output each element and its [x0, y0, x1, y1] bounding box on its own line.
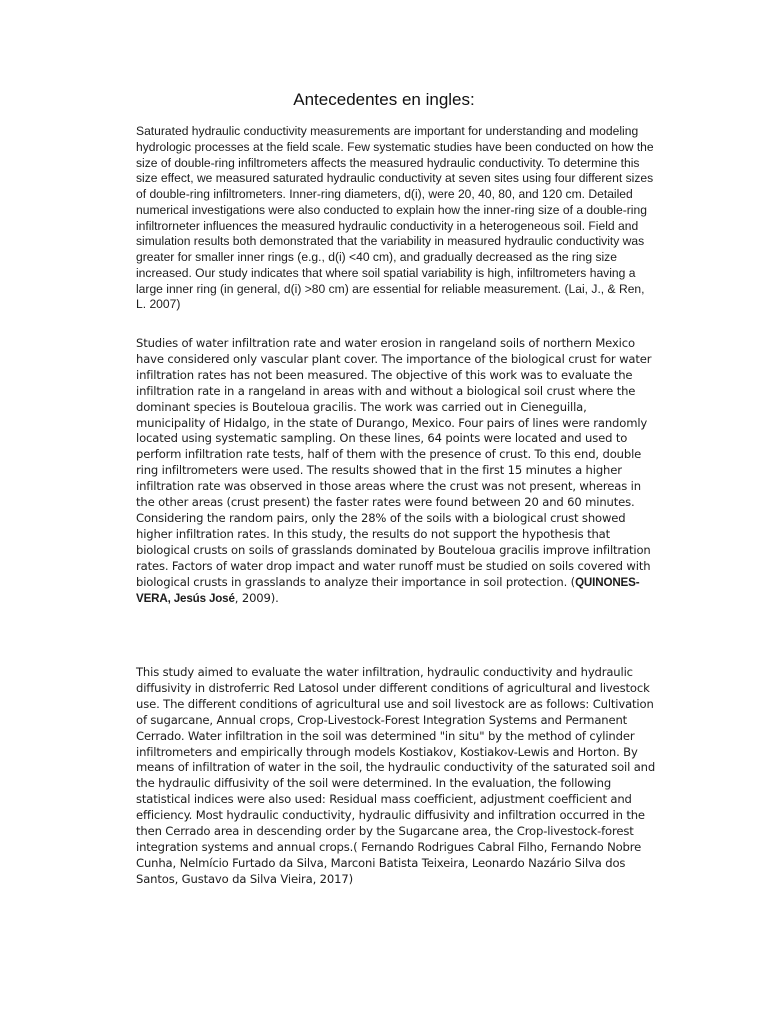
- paragraph-quinones-vera: [136, 336, 656, 606]
- paragraph-body-text: Studies of water infiltration rate and water erosion in rangeland soils of northern Mexico have considered only vascular plant cover. The importance of the biological crust for water infiltration rates has not been measured. The objective of this work was to evaluate the infiltration rate in a rangeland in areas with and without a biological soil crust where the dominant species is Bouteloua gracilis. The work was carried out in Cieneguilla, municipality of Hidalgo, in the state of Durango, Mexico. Four pairs of lines were randomly located using systematic sampling. On these lines, 64 points were located and used to perform infiltration rate tests, half of them with the presence of crust. To this end, double ring infiltrometers were used. The results showed that in the first 15 minutes a higher infiltration rate was observed in those areas where the crust was not present, whereas in the other areas (crust present) the faster rates were found between 20 and 60 minutes. Considering the random pairs, only the 28% of the soils with a biological crust showed higher infiltration rates. In this study, the results do not support the hypothesis that biological crusts on soils of grasslands dominated by Bouteloua gracilis improve infiltration rates. Factors of water drop impact and water runoff must be studied on soils covered with biological crusts in grasslands to analyze their importance in soil protection. (: [136, 336, 652, 589]
- citation-author: QUINONES-VERA, Jesús José: [136, 575, 640, 605]
- document-title: Antecedentes en ingles:: [293, 90, 475, 109]
- paragraph-lai-ren: Saturated hydraulic conductivity measurements are important for understanding and modeling hydrologic processes at the field scale. Few systematic studies have been conducted on how the size of double-ring infiltrometers affects the measured hydraulic conductivity. To determine this size effect, we measured saturated hydraulic conductivity at seven sites using four different sizes of double-ring infiltrometers. Inner-ring diameters, d(i), were 20, 40, 80, and 120 cm. Detailed numerical investigations were also conducted to explain how the inner-ring size of a double-ring infiltrorneter influences the measured hydraulic conductivity in a heterogeneous soil. Field and simulation results both demonstrated that the variability in measured hydraulic conductivity was greater for smaller inner rings (e.g., d(i) <40 cm), and gradually decreased as the ring size increased. Our study indicates that where soil spatial variability is high, infiltrometers having a large inner ring (in general, d(i) >80 cm) are essential for reliable measurement. (Lai, J., & Ren, L. 2007): [136, 124, 654, 312]
- citation-year: , 2009).: [234, 590, 279, 605]
- paragraph-cabral-filho: This study aimed to evaluate the water infiltration, hydraulic conductivity and hydraulic diffusivity in distroferric Red Latosol under different conditions of agricultural and livestock use. The different conditions of agricultural use and soil livestock are as follows: Cultivation of sugarcane, Annual crops, Crop-Livestock-Forest Integration Systems and Permanent Cerrado. Water infiltration in the soil was determined "in situ" by the method of cylinder infiltrometers and empirically through models Kostiakov, Kostiakov-Lewis and Horton. By means of infiltration of water in the soil, the hydraulic conductivity of the saturated soil and the hydraulic diffusivity of the soil were determined. In the evaluation, the following statistical indices were also used: Residual mass coefficient, adjustment coefficient and efficiency. Most hydraulic conductivity, hydraulic diffusivity and infiltration occurred in the then Cerrado area in descending order by the Sugarcane area, the Crop-livestock-forest integration systems and annual crops.( Fernando Rodrigues Cabral Filho, Fernando Nobre Cunha, Nelmício Furtado da Silva, Marconi Batista Teixeira, Leonardo Nazário Silva dos Santos, Gustavo da Silva Vieira, 2017): [136, 665, 656, 886]
